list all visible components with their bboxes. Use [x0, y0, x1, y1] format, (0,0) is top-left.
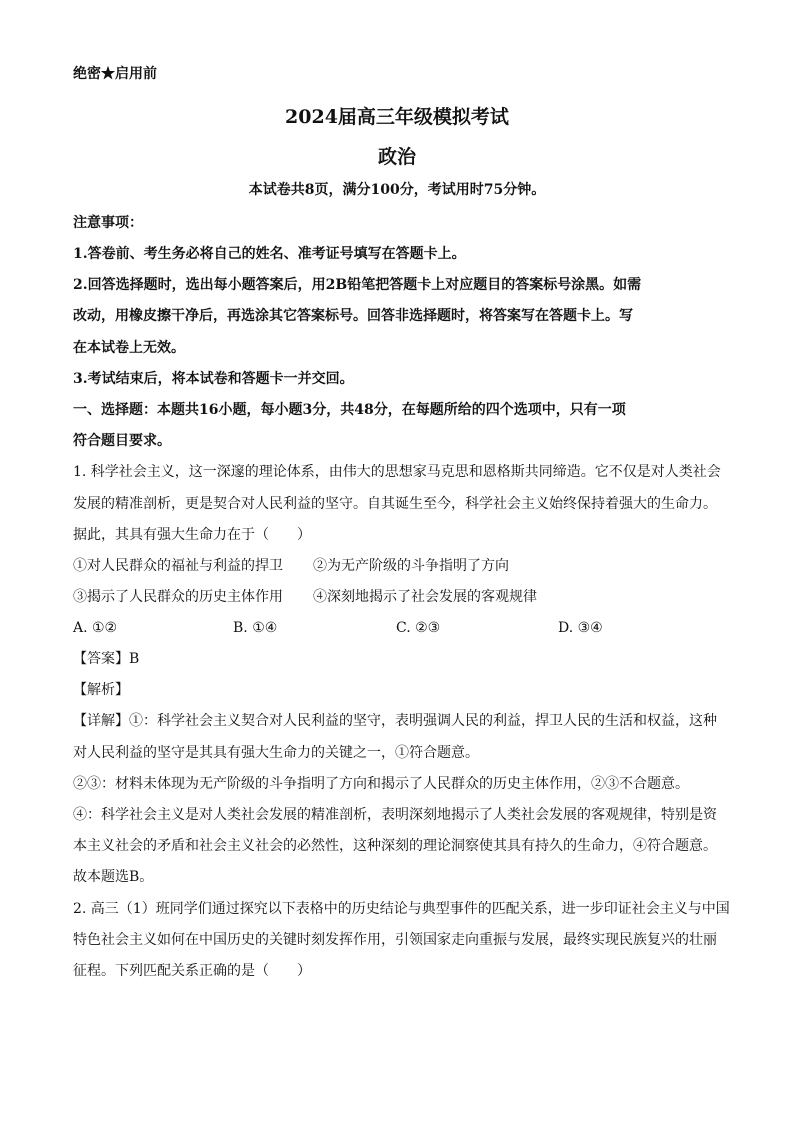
q1-detail-line: ④：科学社会主义是对人类社会发展的精准剖析，表明深刻地揭示了人类社会发展的客观规律，特别是资 [73, 807, 717, 823]
q1-answer: 【答案】B [73, 651, 140, 667]
q1-statement: ③揭示了人民群众的历史主体作用 [73, 589, 283, 605]
note-item: 在本试卷上无效。 [73, 340, 185, 356]
q1-detail-line: 【详解】①：科学社会主义契合对人民利益的坚守，表明强调人民的利益，捍卫人民的生活和权益，这种 [73, 713, 717, 729]
section-heading: 一、选择题：本题共16小题，每小题3分，共48分，在每题所给的四个选项中，只有一项 [73, 402, 626, 418]
q1-stem-line: 1. 科学社会主义，这一深邃的理论体系，由伟大的思想家马克思和恩格斯共同缔造。它不仅是对人类社会 [73, 464, 721, 480]
q1-stem-line: 发展的精准剖析，更是契合对人民利益的坚守。自其诞生至今，科学社会主义始终保持着强大的生命力。 [73, 496, 717, 512]
notes-heading: 注意事项： [73, 215, 143, 231]
note-item: 改动，用橡皮擦干净后，再选涂其它答案标号。回答非选择题时，将答案写在答题卡上。写 [73, 308, 633, 324]
q1-detail-line: 故本题选B。 [73, 869, 154, 885]
q1-detail-line: 本主义社会的矛盾和社会主义社会的必然性，这种深刻的理论洞察使其具有持久的生命力，④符合题意。 [73, 838, 717, 854]
q1-analysis-label: 【解析】 [73, 682, 129, 698]
q1-statement: ④深刻地揭示了社会发展的客观规律 [313, 589, 537, 605]
q1-option-a: A. ①② [73, 620, 118, 636]
q2-stem-line: 征程。下列匹配关系正确的是（ ） [73, 963, 311, 979]
q1-option-b: B. ①④ [233, 620, 278, 636]
note-item: 1.答卷前、考生务必将自己的姓名、准考证号填写在答题卡上。 [73, 246, 466, 262]
exam-description: 本试卷共8页，满分100分，考试用时75分钟。 [248, 182, 546, 198]
note-item: 3.考试结束后，将本试卷和答题卡一并交回。 [73, 371, 354, 387]
q1-statement: ②为无产阶级的斗争指明了方向 [313, 558, 509, 574]
q2-stem-line: 2. 高三（1）班同学们通过探究以下表格中的历史结论与典型事件的匹配关系，进一步印证社会主义与中国 [73, 901, 730, 917]
q1-statement: ①对人民群众的福祉与利益的捍卫 [73, 558, 283, 574]
note-item: 2.回答选择题时，选出每小题答案后，用2B铅笔把答题卡上对应题目的答案标号涂黑。如需 [73, 277, 642, 293]
subject-title: 政治 [377, 146, 416, 168]
q2-stem-line: 特色社会主义如何在中国历史的关键时刻发挥作用，引领国家走向重振与发展，最终实现民族复兴的壮丽 [73, 932, 717, 948]
q1-option-c: C. ②③ [396, 620, 441, 636]
q1-stem-line: 据此，其具有强大生命力在于（ ） [73, 527, 311, 543]
q1-option-d: D. ③④ [558, 620, 603, 636]
exam-title: 2024届高三年级模拟考试 [285, 106, 509, 128]
q1-detail-line: ②③：材料未体现为无产阶级的斗争指明了方向和揭示了人民群众的历史主体作用，②③不合题意。 [73, 776, 689, 792]
q1-detail-line: 对人民利益的坚守是其具有强大生命力的关键之一，①符合题意。 [73, 745, 479, 761]
secret-label: 绝密★启用前 [73, 66, 157, 82]
section-heading-cont: 符合题目要求。 [73, 433, 171, 449]
